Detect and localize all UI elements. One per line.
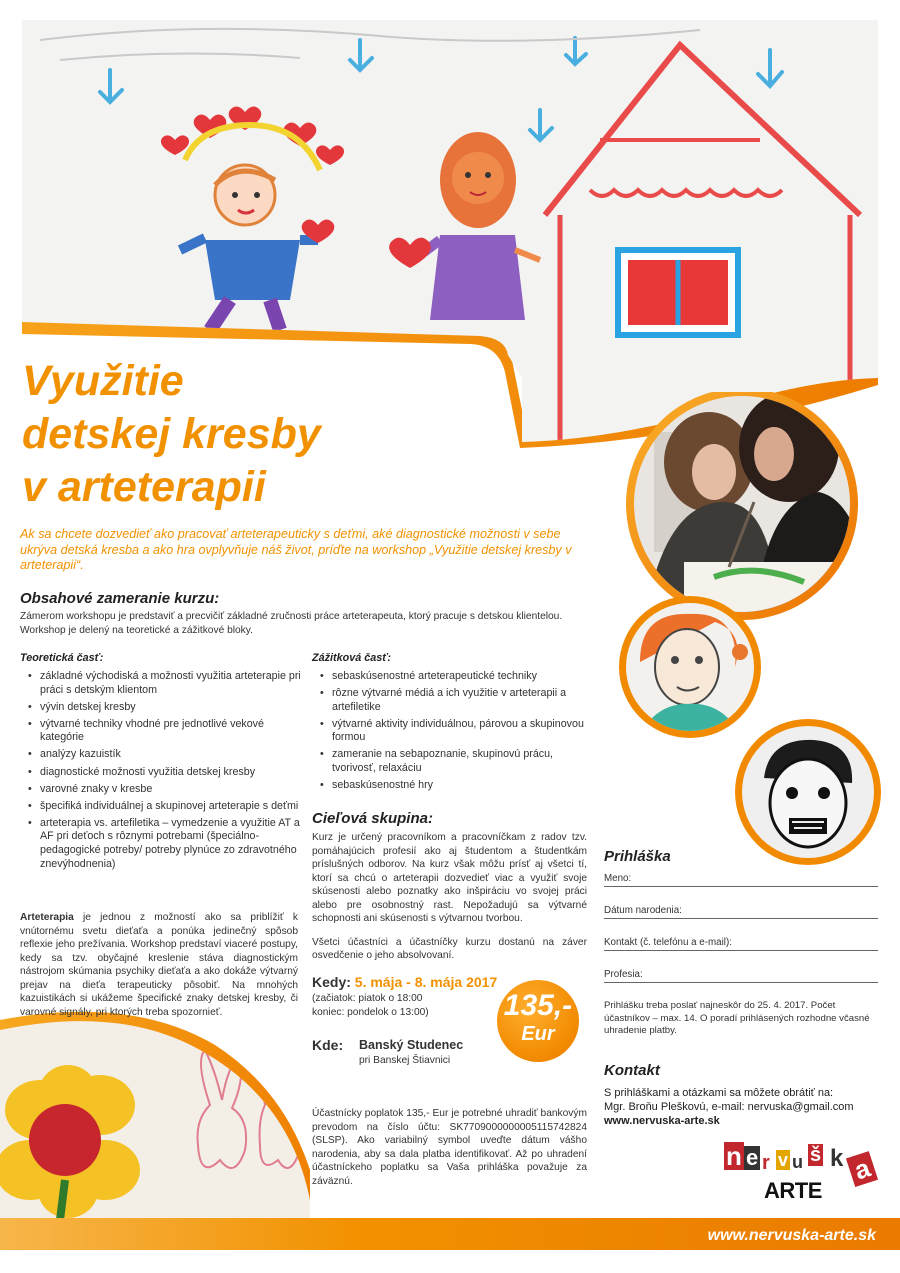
- section-kedy: [312, 974, 512, 1019]
- teoreticka-list: [20, 670, 302, 871]
- prihlaska-heading: Prihláška: [604, 848, 671, 865]
- kontakt-block: [604, 1086, 884, 1128]
- list-item: • analýzy kazuistík: [20, 748, 302, 762]
- kontakt-email-line[interactable]: Mgr. Broňu Pleškovú, e-mail: nervuska@gmail.com: [604, 1101, 854, 1113]
- form-field-name[interactable]: Meno:: [604, 873, 878, 887]
- page-title: [22, 355, 502, 514]
- section-teoreticka: [20, 652, 302, 875]
- logo-letter: a: [846, 1151, 879, 1187]
- form-field-birthdate[interactable]: Dátum narodenia:: [604, 905, 878, 919]
- list-item: • zameranie na sebapoznanie, skupinovú prácu, tvorivosť, relaxáciu: [312, 748, 592, 775]
- kde-sub: pri Banskej Štiavnici: [359, 1055, 451, 1066]
- obsah-heading: Obsahové zameranie kurzu:: [20, 590, 220, 607]
- arteterapia-text: [20, 911, 298, 1019]
- arteterapia-bold: Arteterapia: [20, 912, 74, 923]
- section-kde: [312, 1037, 512, 1066]
- form-field-profession[interactable]: Profesia:: [604, 969, 878, 983]
- kedy-label: Kedy:: [312, 974, 351, 990]
- logo-letter: n: [726, 1141, 742, 1171]
- logo-letter: k: [830, 1145, 844, 1172]
- teoreticka-heading: Teoretická časť:: [20, 652, 104, 664]
- drawing-circle-face-sketch: [734, 718, 884, 868]
- kontakt-heading: Kontakt: [604, 1062, 660, 1079]
- photo-circle-students: [604, 392, 874, 622]
- logo-arte: ARTE: [764, 1178, 822, 1203]
- section-obsah: [20, 590, 590, 637]
- kedy-dates: 5. mája - 8. mája 2017: [354, 974, 498, 990]
- section-cielova: [312, 810, 587, 963]
- kontakt-line: S prihláškami a otázkami sa môžete obrátiť na:: [604, 1087, 834, 1099]
- list-item: • výtvarné techniky vhodné pre jednotlivé vekové kategórie: [20, 718, 302, 745]
- section-zazitkova: [312, 652, 592, 796]
- logo-letter: u: [792, 1152, 803, 1172]
- kedy-start: (začiatok: piatok o 18:00: [312, 993, 423, 1004]
- list-item: • sebaskúsenostné arteterapeutické techniky: [312, 670, 592, 684]
- intro-text: Ak sa chcete dozvedieť ako pracovať arteterapeuticky s deťmi, aké diagnostické možnosti v sebe ukrýva detská kresba a ako hra ovplyvňuje náš život, príďte na workshop „Využitie detskej kresby v arteterapii“.: [20, 527, 572, 572]
- kontakt-website-link[interactable]: www.nervuska-arte.sk: [604, 1115, 720, 1127]
- list-item: • rôzne výtvarné médiá a ich využitie v arteterapii a artefiletike: [312, 687, 592, 714]
- list-item: • varovné znaky v kresbe: [20, 783, 302, 797]
- form-field-contact[interactable]: Kontakt (č. telefónu a e-mail):: [604, 937, 878, 951]
- zazitkova-list: [312, 670, 592, 793]
- list-item: • sebaskúsenostné hry: [312, 779, 592, 793]
- cielova-certificate-text: Všetci účastníci a účastníčky kurzu dostanú na záver osvedčenie o jeho absolvovaní.: [312, 936, 587, 961]
- nervuska-logo: [724, 1140, 884, 1206]
- kedy-end: koniec: pondelok o 13:00): [312, 1006, 429, 1018]
- arteterapia-body: je jednou z možností ako sa priblížiť k vnútornému svetu dieťaťa a ponúka jedinečný spôsob reflexie jeho prežívania. Workshop predstaví viaceré postupy, kedy sa tzv. obyčajné kreslenie stáva diagnostickým nástrojom skúmania psychiky dieťaťa a ako dokáže výtvarný prejav na dieťa terapeuticky pôsobiť. Na mnohých kazuistikách si ukážeme špecifické znaky detskej kresby, či varovné signály, pri ktorých treba spozornieť.: [20, 912, 298, 1018]
- fee-text: Účastnícky poplatok 135,- Eur je potrebné uhradiť bankovým prevodom na číslo účtu: SK7709000000005115742824 (SLSP). Ako variabilný symbol uveďte dátum vášho narodenia, aby sa dala platba identifikovať. Až po uhradení účastníckeho poplatku sa Vaša prihláška považuje za záväznú.: [312, 1108, 587, 1187]
- price-value: 135,-: [503, 989, 573, 1022]
- logo-letter: e: [746, 1145, 759, 1170]
- list-item: • výtvarné aktivity individuálnou, párovou a skupinovou formou: [312, 718, 592, 745]
- cielova-text: Kurz je určený pracovníkom a pracovníčkam z radov tzv. pomáhajúcich profesií ako aj študentom a študentkám príslušných odborov. Na kurz však môžu prísť aj všetci tí, ktorí sa chcú o arteterapii dozvedieť viac a využiť svoje skúsenosti alebo poznatky ako inšpiráciu vo svojej práci alebo pre osobnostný rast. Nepožadujú sa výtvarné schopnosti ani skúsenosti s výtvarnou tvorbou.: [312, 832, 587, 924]
- zazitkova-heading: Zážitková časť:: [312, 652, 391, 664]
- list-item: • vývin detskej kresby: [20, 701, 302, 715]
- price-currency: Eur: [521, 1023, 555, 1045]
- obsah-text: Zámerom workshopu je predstaviť a precvičiť základné zručnosti práce arteterapeuta, ktorý pracuje s detskou klientelou. Workshop je delený na teoretické a zážitkové bloky.: [20, 611, 563, 636]
- logo-letter: v: [778, 1150, 789, 1170]
- title-line: detskej kresby: [22, 410, 321, 458]
- list-item: • základné východiská a možnosti využitia arteterapie pri práci s detským klientom: [20, 670, 302, 697]
- list-item: • arteterapia vs. artefiletika – vymedzenie a využitie AT a AF pri deťoch s rôznymi potrebami (špeciálno-pedagogické potreby/ potreby plynúce zo zdravotného znevýhodnenia): [20, 817, 302, 871]
- list-item: • diagnostické možnosti využitia detskej kresby: [20, 766, 302, 780]
- cielova-heading: Cieľová skupina:: [312, 810, 433, 827]
- kde-label: Kde:: [312, 1037, 344, 1053]
- title-line: Využitie: [22, 357, 184, 405]
- prihlaska-note: Prihlášku treba poslať najneskôr do 25. 4. 2017. Počet účastníkov – max. 14. O poradí prihlásených rozhodne včasné uhradenie platby.: [604, 1000, 870, 1036]
- kde-place: Banský Studenec: [359, 1038, 464, 1052]
- kedy-line: [312, 974, 512, 990]
- footer-website-link[interactable]: www.nervuska-arte.sk: [707, 1227, 876, 1244]
- title-line: v arteterapii: [22, 463, 266, 511]
- logo-letter: r: [762, 1152, 770, 1174]
- logo-letter: š: [810, 1144, 822, 1166]
- list-item: • špecifiká individuálnej a skupinovej arteterapie s deťmi: [20, 800, 302, 814]
